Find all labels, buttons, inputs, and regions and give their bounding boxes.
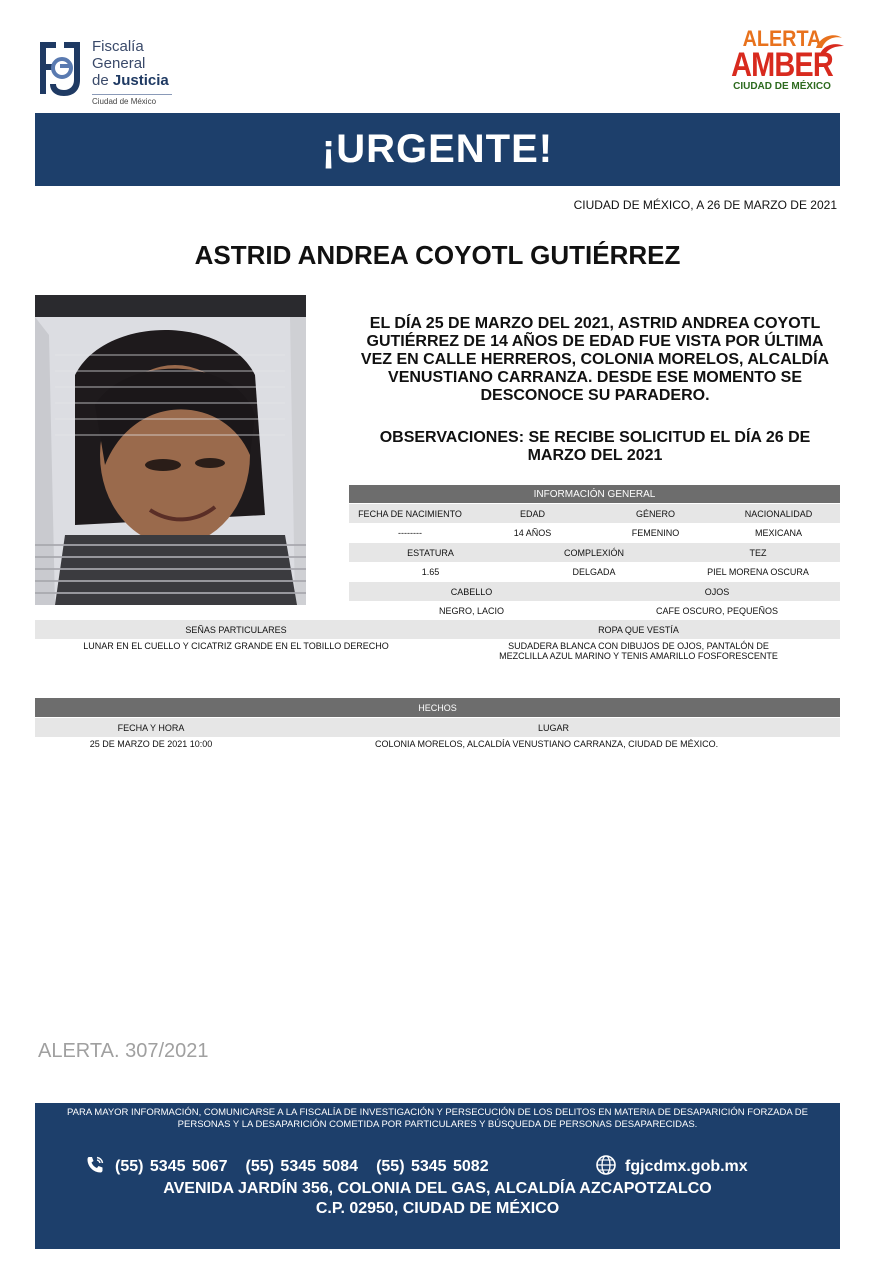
footer-info-text: PARA MAYOR INFORMACIÓN, COMUNICARSE A LA FISCALÍA DE INVESTIGACIÓN Y PERSECUCIÓN DE LOS DELITOS EN MATERIA DE DESAPARICIÓN FORZADA DE PERSONAS Y LA DESAPARICIÓN COMETIDA POR PARTICULARES Y BÚSQUEDA DE PERSONAS DESAPARECIDAS.: [67, 1107, 808, 1130]
value-fecha-nacimiento: --------: [349, 524, 471, 542]
value-cabello: NEGRO, LACIO: [349, 602, 594, 619]
alert-number: ALERTA. 307/2021: [38, 1040, 209, 1062]
header-genero: GÉNERO: [594, 504, 717, 523]
header-fecha-nacimiento: FECHA DE NACIMIENTO: [349, 504, 471, 523]
info-row1-headers: [349, 504, 840, 523]
features-headers: [35, 620, 840, 639]
info-general-title: INFORMACIÓN GENERAL: [349, 485, 840, 503]
person-name: ASTRID ANDREA COYOTL GUTIÉRREZ: [194, 240, 681, 270]
observations-text: OBSERVACIONES: SE RECIBE SOLICITUD EL DÍA 26 DE MARZO DEL 2021: [379, 429, 811, 464]
fgj-logo-sub: Ciudad de México: [92, 94, 172, 106]
phone-numbers: [115, 1158, 507, 1176]
value-estatura: 1.65: [349, 563, 512, 581]
header-edad: EDAD: [471, 504, 594, 523]
fgj-line3-bold: Justicia: [112, 72, 169, 89]
value-edad: 14 AÑOS: [471, 524, 594, 542]
fgj-emblem-icon: [34, 38, 86, 100]
header-cabello: CABELLO: [349, 582, 594, 601]
address-line-1: AVENIDA JARDÍN 356, COLONIA DEL GAS, ALCALDÍA AZCAPOTZALCO: [163, 1180, 712, 1197]
info-row3-headers: [349, 582, 840, 601]
header-lugar: LUGAR: [267, 718, 840, 737]
fgj-logo: [34, 34, 184, 108]
fgj-line3-prefix: de: [92, 72, 113, 89]
missing-person-photo: [35, 295, 306, 605]
amber-top-text: ALERTA: [742, 26, 822, 51]
hechos-values: [35, 737, 840, 751]
phone-number-1[interactable]: (55) 5345 5067: [115, 1158, 228, 1175]
value-tez: PIEL MORENA OSCURA: [676, 563, 840, 581]
amber-mid-text: AMBER: [731, 46, 833, 84]
urgent-banner: [35, 113, 840, 186]
fgj-line2: General: [92, 55, 146, 72]
header-estatura: ESTATURA: [349, 543, 512, 562]
hechos-headers: [35, 718, 840, 737]
value-fecha-hora: 25 DE MARZO DE 2021 10:00: [35, 737, 267, 751]
header-ropa: ROPA QUE VESTÍA: [437, 620, 840, 639]
value-nacionalidad: MEXICANA: [717, 524, 840, 542]
date-line: CIUDAD DE MÉXICO, A 26 DE MARZO DE 2021: [573, 198, 837, 212]
phone-icon: [85, 1155, 105, 1175]
globe-icon: [595, 1154, 617, 1176]
info-row2-values: [349, 563, 840, 581]
value-lugar: COLONIA MORELOS, ALCALDÍA VENUSTIANO CARRANZA, CIUDAD DE MÉXICO.: [267, 737, 840, 751]
header-ojos: OJOS: [594, 582, 840, 601]
amber-bottom-text: CIUDAD DE MÉXICO: [733, 81, 831, 92]
value-complexion: DELGADA: [512, 563, 676, 581]
website-link[interactable]: fgjcdmx.gob.mx: [625, 1158, 748, 1175]
header-nacionalidad: NACIONALIDAD: [717, 504, 840, 523]
footer: [35, 1103, 840, 1249]
hechos-title: HECHOS: [35, 698, 840, 717]
info-row3-values: [349, 602, 840, 619]
phone-number-2[interactable]: (55) 5345 5084: [245, 1158, 359, 1175]
value-genero: FEMENINO: [594, 524, 717, 542]
header-fecha-hora: FECHA Y HORA: [35, 718, 267, 737]
photo-image: [35, 295, 306, 605]
fgj-line3: [92, 72, 169, 89]
fgj-line1: Fiscalía: [92, 38, 144, 55]
info-row2-headers: [349, 543, 840, 562]
header-tez: TEZ: [676, 543, 840, 562]
info-row1-values: [349, 524, 840, 542]
value-senas-particulares: LUNAR EN EL CUELLO Y CICATRIZ GRANDE EN EL TOBILLO DERECHO: [35, 640, 437, 651]
features-values: [35, 640, 840, 664]
header-senas-particulares: SEÑAS PARTICULARES: [35, 620, 437, 639]
header-complexion: COMPLEXIÓN: [512, 543, 676, 562]
fgj-logo-text: [92, 38, 169, 89]
value-ojos: CAFE OSCURO, PEQUEÑOS: [594, 602, 840, 619]
address-line-2: C.P. 02950, CIUDAD DE MÉXICO: [315, 1200, 560, 1217]
value-ropa: SUDADERA BLANCA CON DIBUJOS DE OJOS, PANTALÓN DE MEZCLILLA AZUL MARINO Y TENIS AMARILLO FOSFORESCENTE: [437, 640, 840, 661]
urgent-text: ¡URGENTE!: [321, 127, 554, 171]
description-text: EL DÍA 25 DE MARZO DEL 2021, ASTRID ANDREA COYOTL GUTIÉRREZ DE 14 AÑOS DE EDAD FUE VISTA POR ÚLTIMA VEZ EN CALLE HERREROS, COLONIA MORELOS, ALCALDÍA VENUSTIANO CARRANZA. DESDE ESE MOMENTO SE DESCONOCE SU PARADERO.: [360, 315, 830, 404]
phone-number-3[interactable]: (55) 5345 5082: [376, 1158, 489, 1175]
alerta-amber-logo: [722, 28, 842, 112]
